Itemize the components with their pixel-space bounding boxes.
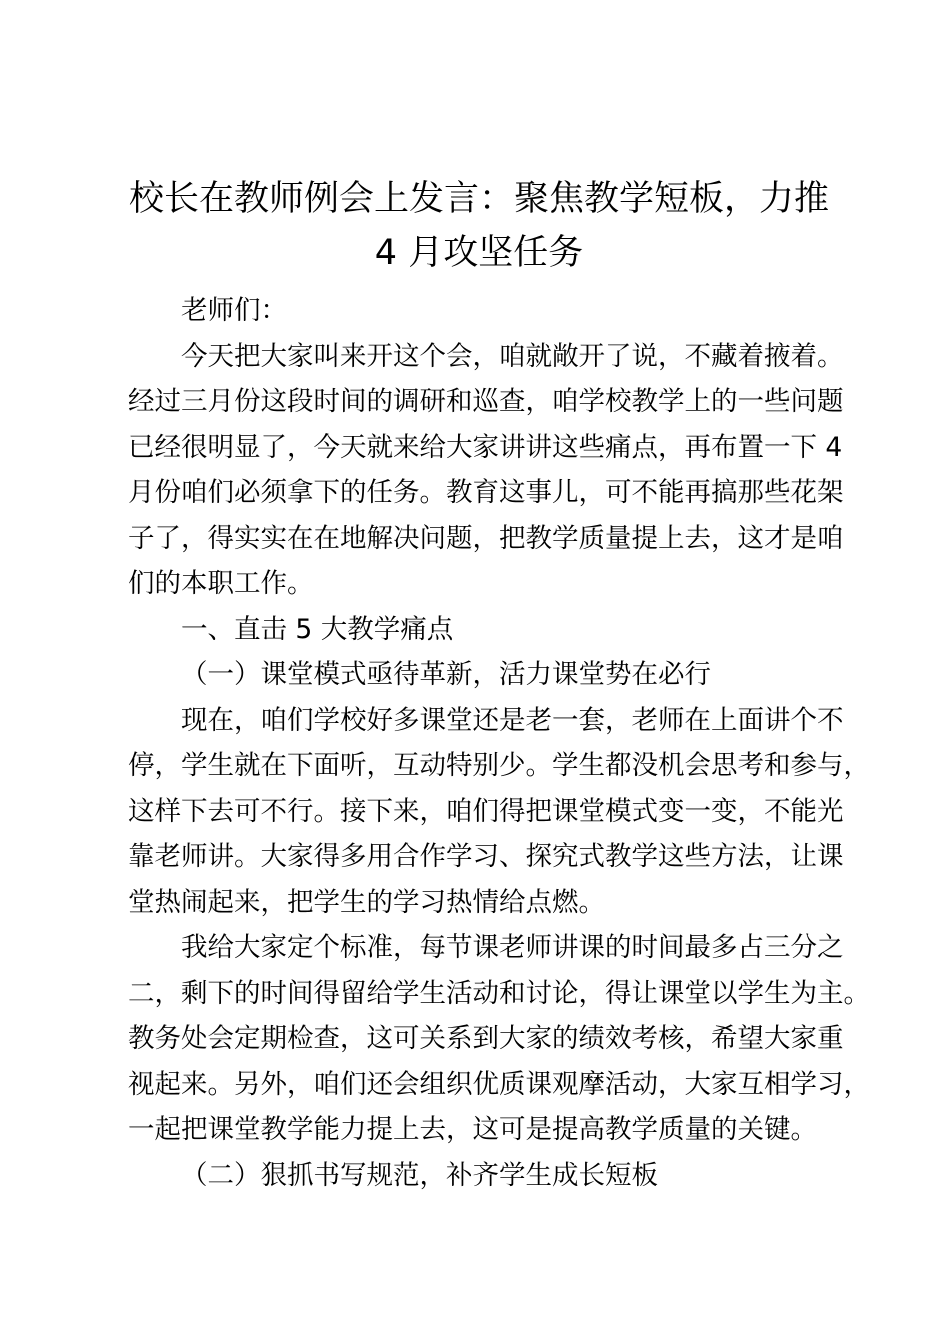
text-line: 今天把大家叫来开这个会，咱就敞开了说，不藏着掖着。 [181, 340, 844, 372]
text-line: 这样下去可不行。接下来，咱们得把课堂模式变一变，不能光 [128, 795, 844, 827]
text-line: 二，剩下的时间得留给学生活动和讨论，得让课堂以学生为主。 [128, 977, 870, 1009]
text-line: 停，学生就在下面听，互动特别少。学生都没机会思考和参与， [128, 750, 870, 781]
title-line-2: 4 月攻坚任务 [374, 233, 584, 273]
text-line: 视起来。另外，咱们还会组织优质课观摩活动，大家互相学习， [128, 1068, 870, 1100]
text-line: 我给大家定个标准，每节课老师讲课的时间最多占三分之 [181, 932, 844, 963]
document-title [128, 172, 830, 280]
text-line: 月份咱们必须拿下的任务。教育这事儿，可不能再搞那些花架 [128, 477, 844, 508]
intro-paragraph [128, 334, 844, 607]
document-page [128, 172, 870, 1198]
paragraph-2 [128, 925, 870, 1153]
text-line: 一起把课堂教学能力提上去，这可是提高教学质量的关键。 [128, 1114, 817, 1145]
text-line: 子了，得实实在在地解决问题，把教学质量提上去，这才是咱 [128, 522, 844, 554]
section-1-heading: 一、直击 5 大教学痛点 [181, 613, 454, 645]
title-line-1: 校长在教师例会上发言：聚焦教学短板，力推 [128, 179, 829, 219]
text-line: 堂热闹起来，把学生的学习热情给点燃。 [128, 886, 605, 918]
text-line: 现在，咱们学校好多课堂还是老一套，老师在上面讲个不 [181, 704, 844, 736]
text-line: 靠老师讲。大家得多用合作学习、探究式教学这些方法，让课 [128, 841, 844, 872]
subsection-1-heading: （一）课堂模式亟待革新，活力课堂势在必行 [181, 659, 711, 690]
subsection-2-heading: （二）狠抓书写规范，补齐学生成长短板 [181, 1159, 658, 1191]
text-line: 教务处会定期检查，这可关系到大家的绩效考核，希望大家重 [128, 1023, 844, 1054]
text-line: 经过三月份这段时间的调研和巡查，咱学校教学上的一些问题 [128, 386, 844, 417]
text-line: 已经很明显了，今天就来给大家讲讲这些痛点，再布置一下 4 [128, 431, 843, 463]
text-line: 们的本职工作。 [128, 568, 314, 599]
paragraph-1 [128, 698, 870, 926]
document-body [128, 288, 870, 1198]
salutation: 老师们： [181, 295, 287, 326]
